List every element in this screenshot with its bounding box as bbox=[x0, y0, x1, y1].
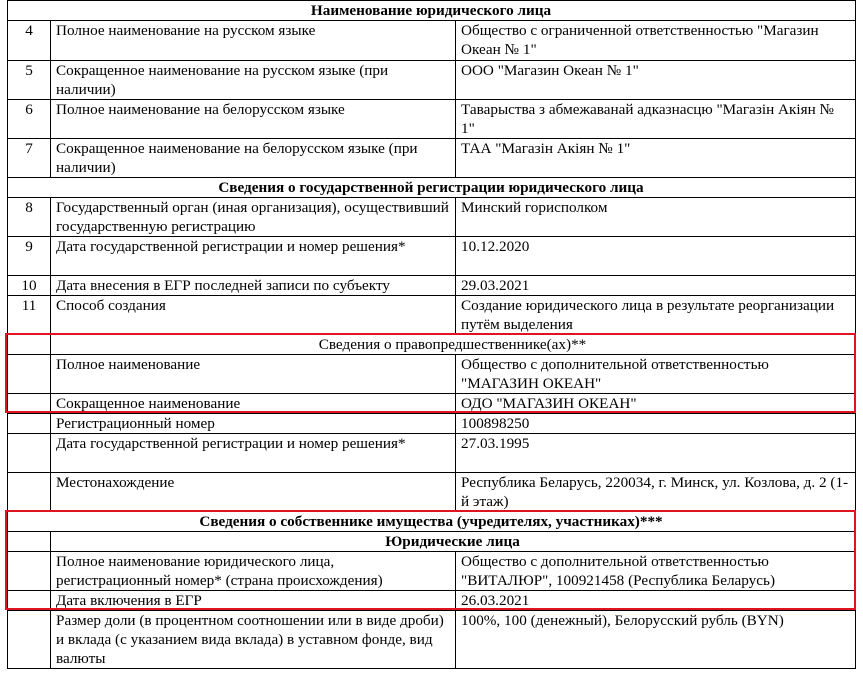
row-label: Сокращенное наименование на русском языке (при наличии) bbox=[51, 61, 456, 100]
row-number: 5 bbox=[8, 61, 51, 100]
row-number: 7 bbox=[8, 139, 51, 178]
row-label: Сокращенное наименование на белорусском языке (при наличии) bbox=[51, 139, 456, 178]
row-number: 11 bbox=[8, 296, 51, 335]
row-label: Местонахождение bbox=[51, 473, 456, 512]
row-label: Государственный орган (иная организация), осуществивший государственную регистрацию bbox=[51, 198, 456, 237]
row-value: Минский горисполком bbox=[456, 198, 856, 237]
row-value: 26.03.2021 bbox=[456, 591, 856, 611]
section-legal-entities: Юридические лица bbox=[51, 532, 856, 552]
row-value: Общество с ограниченной ответственностью "Магазин Океан № 1" bbox=[456, 21, 856, 61]
table-row bbox=[8, 591, 856, 611]
row-value: ТАА "Магазін Акіян № 1" bbox=[456, 139, 856, 178]
row-value: Создание юридического лица в результате реорганизации путём выделения bbox=[456, 296, 856, 335]
table-row bbox=[8, 61, 856, 100]
row-value: ОДО "МАГАЗИН ОКЕАН" bbox=[456, 394, 856, 414]
section-entity-name: Наименование юридического лица bbox=[8, 1, 856, 21]
row-value: Республика Беларусь, 220034, г. Минск, ул. Козлова, д. 2 (1-й этаж) bbox=[456, 473, 856, 512]
table-row bbox=[8, 414, 856, 434]
registry-table bbox=[7, 0, 856, 669]
row-label: Полное наименование bbox=[51, 355, 456, 394]
section-owner: Сведения о собственнике имущества (учредителях, участниках)*** bbox=[8, 512, 856, 532]
table-row bbox=[8, 552, 856, 591]
table-row bbox=[8, 100, 856, 139]
table-row bbox=[8, 237, 856, 276]
row-value: ООО "Магазин Океан № 1" bbox=[456, 61, 856, 100]
row-number: 8 bbox=[8, 198, 51, 237]
row-value: 100898250 bbox=[456, 414, 856, 434]
table-row bbox=[8, 355, 856, 394]
row-value: Таварыства з абмежаванай адказнасцю "Магазін Акіян № 1" bbox=[456, 100, 856, 139]
section-header-row bbox=[8, 1, 856, 21]
row-value: 100%, 100 (денежный), Белорусский рубль (BYN) bbox=[456, 611, 856, 669]
row-number: 10 bbox=[8, 276, 51, 296]
row-label: Полное наименование на русском языке bbox=[51, 21, 456, 61]
table-row bbox=[8, 473, 856, 512]
row-label: Размер доли (в процентном соотношении или в виде дроби) и вклада (с указанием вида вклада) в уставном фонде, вид валюты bbox=[51, 611, 456, 669]
table-row bbox=[8, 434, 856, 473]
section-header-row bbox=[8, 532, 856, 552]
section-header-row bbox=[8, 512, 856, 532]
row-label: Дата внесения в ЕГР последней записи по субъекту bbox=[51, 276, 456, 296]
row-value: Общество с дополнительной ответственностью "ВИТАЛЮР", 100921458 (Республика Беларусь) bbox=[456, 552, 856, 591]
row-number: 4 bbox=[8, 21, 51, 61]
table-row bbox=[8, 276, 856, 296]
row-label: Дата государственной регистрации и номер решения* bbox=[51, 237, 456, 276]
row-label: Полное наименование на белорусском языке bbox=[51, 100, 456, 139]
section-state-registration: Сведения о государственной регистрации юридического лица bbox=[8, 178, 856, 198]
row-label: Регистрационный номер bbox=[51, 414, 456, 434]
table-row bbox=[8, 198, 856, 237]
table-row bbox=[8, 296, 856, 335]
section-header-row bbox=[8, 178, 856, 198]
table-row bbox=[8, 394, 856, 414]
row-label: Сокращенное наименование bbox=[51, 394, 456, 414]
row-number: 9 bbox=[8, 237, 51, 276]
row-value: 29.03.2021 bbox=[456, 276, 856, 296]
row-label: Дата включения в ЕГР bbox=[51, 591, 456, 611]
row-value: 10.12.2020 bbox=[456, 237, 856, 276]
row-label: Дата государственной регистрации и номер решения* bbox=[51, 434, 456, 473]
table-row bbox=[8, 139, 856, 178]
row-label: Способ создания bbox=[51, 296, 456, 335]
section-predecessor: Сведения о правопредшественнике(ах)** bbox=[51, 335, 856, 355]
row-number: 6 bbox=[8, 100, 51, 139]
row-label: Полное наименование юридического лица, регистрационный номер* (страна происхождения) bbox=[51, 552, 456, 591]
table-row bbox=[8, 21, 856, 61]
row-value: Общество с дополнительной ответственностью "МАГАЗИН ОКЕАН" bbox=[456, 355, 856, 394]
registry-extract bbox=[7, 0, 855, 669]
table-row bbox=[8, 611, 856, 669]
row-value: 27.03.1995 bbox=[456, 434, 856, 473]
section-header-row bbox=[8, 335, 856, 355]
